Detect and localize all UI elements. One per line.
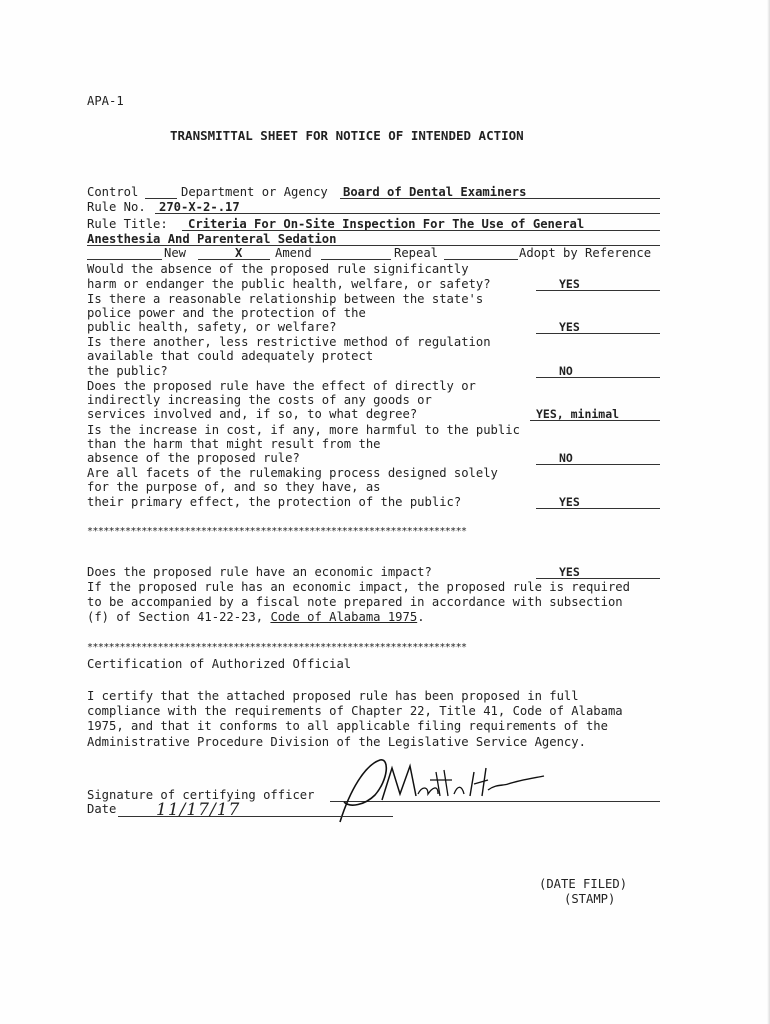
economic-line3: (f) of Section 41-22-23, Code of Alabama 1975. — [87, 610, 425, 624]
question-2-answer: YES — [559, 320, 580, 334]
page-title: TRANSMITTAL SHEET FOR NOTICE OF INTENDED ACTION — [170, 128, 524, 143]
economic-answer: YES — [559, 565, 580, 579]
question-3-field[interactable] — [536, 377, 660, 378]
question-4-line1: Does the proposed rule have the effect of directly or — [87, 379, 476, 393]
question-2-line2: police power and the protection of the — [87, 306, 366, 320]
action-repeal: Repeal — [394, 246, 439, 260]
question-4-answer: YES, minimal — [536, 407, 620, 421]
question-3-line3: the public? — [87, 364, 168, 378]
rule-title-line2: Anesthesia And Parenteral Sedation — [87, 232, 337, 246]
question-5-line2: than the harm that might result from the — [87, 437, 381, 451]
question-2-field[interactable] — [536, 333, 660, 334]
economic-line1: If the proposed rule has an economic impact, the proposed rule is required — [87, 580, 630, 594]
certification-line1: I certify that the attached proposed rule has been proposed in full — [87, 689, 579, 703]
date-label: Date — [87, 802, 117, 816]
agency-label: Department or Agency — [181, 185, 328, 199]
control-label: Control — [87, 185, 139, 199]
action-amend: Amend — [275, 246, 312, 260]
question-4-field[interactable] — [530, 420, 660, 421]
handwritten-signature — [320, 750, 550, 830]
form-id: APA-1 — [87, 94, 124, 108]
action-amend-mark: X — [235, 246, 243, 260]
economic-question: Does the proposed rule have an economic impact? — [87, 565, 432, 579]
code-of-alabama-reference: Code of Alabama 1975 — [270, 610, 418, 624]
question-6-line2: for the purpose of, and so they have, as — [87, 480, 381, 494]
rule-title-field-line1[interactable] — [182, 230, 660, 231]
signature-label: Signature of certifying officer — [87, 788, 315, 802]
question-4-line3: services involved and, if so, to what degree? — [87, 407, 418, 421]
question-2-line1: Is there a reasonable relationship between the state's — [87, 292, 484, 306]
question-1-line1: Would the absence of the proposed rule significantly — [87, 262, 469, 276]
amend-field[interactable] — [198, 259, 270, 260]
control-field[interactable] — [145, 198, 177, 199]
separator-2: ********************************************************************** — [87, 642, 467, 653]
rule-no-label: Rule No. — [87, 200, 146, 214]
certification-heading: Certification of Authorized Official — [87, 657, 352, 671]
economic-line2: to be accompanied by a fiscal note prepared in accordance with subsection — [87, 595, 623, 609]
question-5-line1: Is the increase in cost, if any, more harmful to the public — [87, 423, 520, 437]
rule-no-field[interactable] — [155, 213, 660, 214]
adopt-field[interactable] — [444, 259, 518, 260]
question-1-answer: YES — [559, 277, 580, 291]
question-6-field[interactable] — [536, 508, 660, 509]
separator-1: ********************************************************************** — [87, 526, 467, 537]
certification-line3: 1975, and that it conforms to all applicable filing requirements of the — [87, 719, 608, 733]
new-field[interactable] — [87, 259, 162, 260]
agency-value: Board of Dental Examiners — [343, 185, 527, 199]
question-6-answer: YES — [559, 495, 580, 509]
action-new: New — [164, 246, 187, 260]
question-5-field[interactable] — [536, 464, 660, 465]
certification-line4: Administrative Procedure Division of the Legislative Service Agency. — [87, 735, 586, 749]
question-1-field[interactable] — [536, 290, 660, 291]
question-3-answer: NO — [559, 364, 573, 378]
rule-no-value: 270-X-2-.17 — [159, 200, 240, 214]
economic-field[interactable] — [536, 578, 660, 579]
stamp-label: (STAMP) — [564, 892, 616, 906]
question-6-line3: their primary effect, the protection of the public? — [87, 495, 462, 509]
question-3-line1: Is there another, less restrictive method of regulation — [87, 335, 491, 349]
question-1-line2: harm or endanger the public health, welfare, or safety? — [87, 277, 491, 291]
question-6-line1: Are all facets of the rulemaking process designed solely — [87, 466, 498, 480]
question-2-line3: public health, safety, or welfare? — [87, 320, 337, 334]
rule-title-line1: Criteria For On-Site Inspection For The Use of General — [188, 217, 585, 231]
repeal-field[interactable] — [321, 259, 391, 260]
question-5-line3: absence of the proposed rule? — [87, 451, 300, 465]
agency-field[interactable] — [340, 198, 660, 199]
certification-line2: compliance with the requirements of Chapter 22, Title 41, Code of Alabama — [87, 704, 623, 718]
rule-title-label: Rule Title: — [87, 217, 168, 231]
stamp-date-filed: (DATE FILED) — [539, 877, 628, 891]
question-5-answer: NO — [559, 451, 573, 465]
question-4-line2: indirectly increasing the costs of any goods or — [87, 393, 432, 407]
question-3-line2: available that could adequately protect — [87, 349, 374, 363]
date-value: 11/17/17 — [156, 800, 241, 820]
action-adopt: Adopt by Reference — [519, 246, 652, 260]
